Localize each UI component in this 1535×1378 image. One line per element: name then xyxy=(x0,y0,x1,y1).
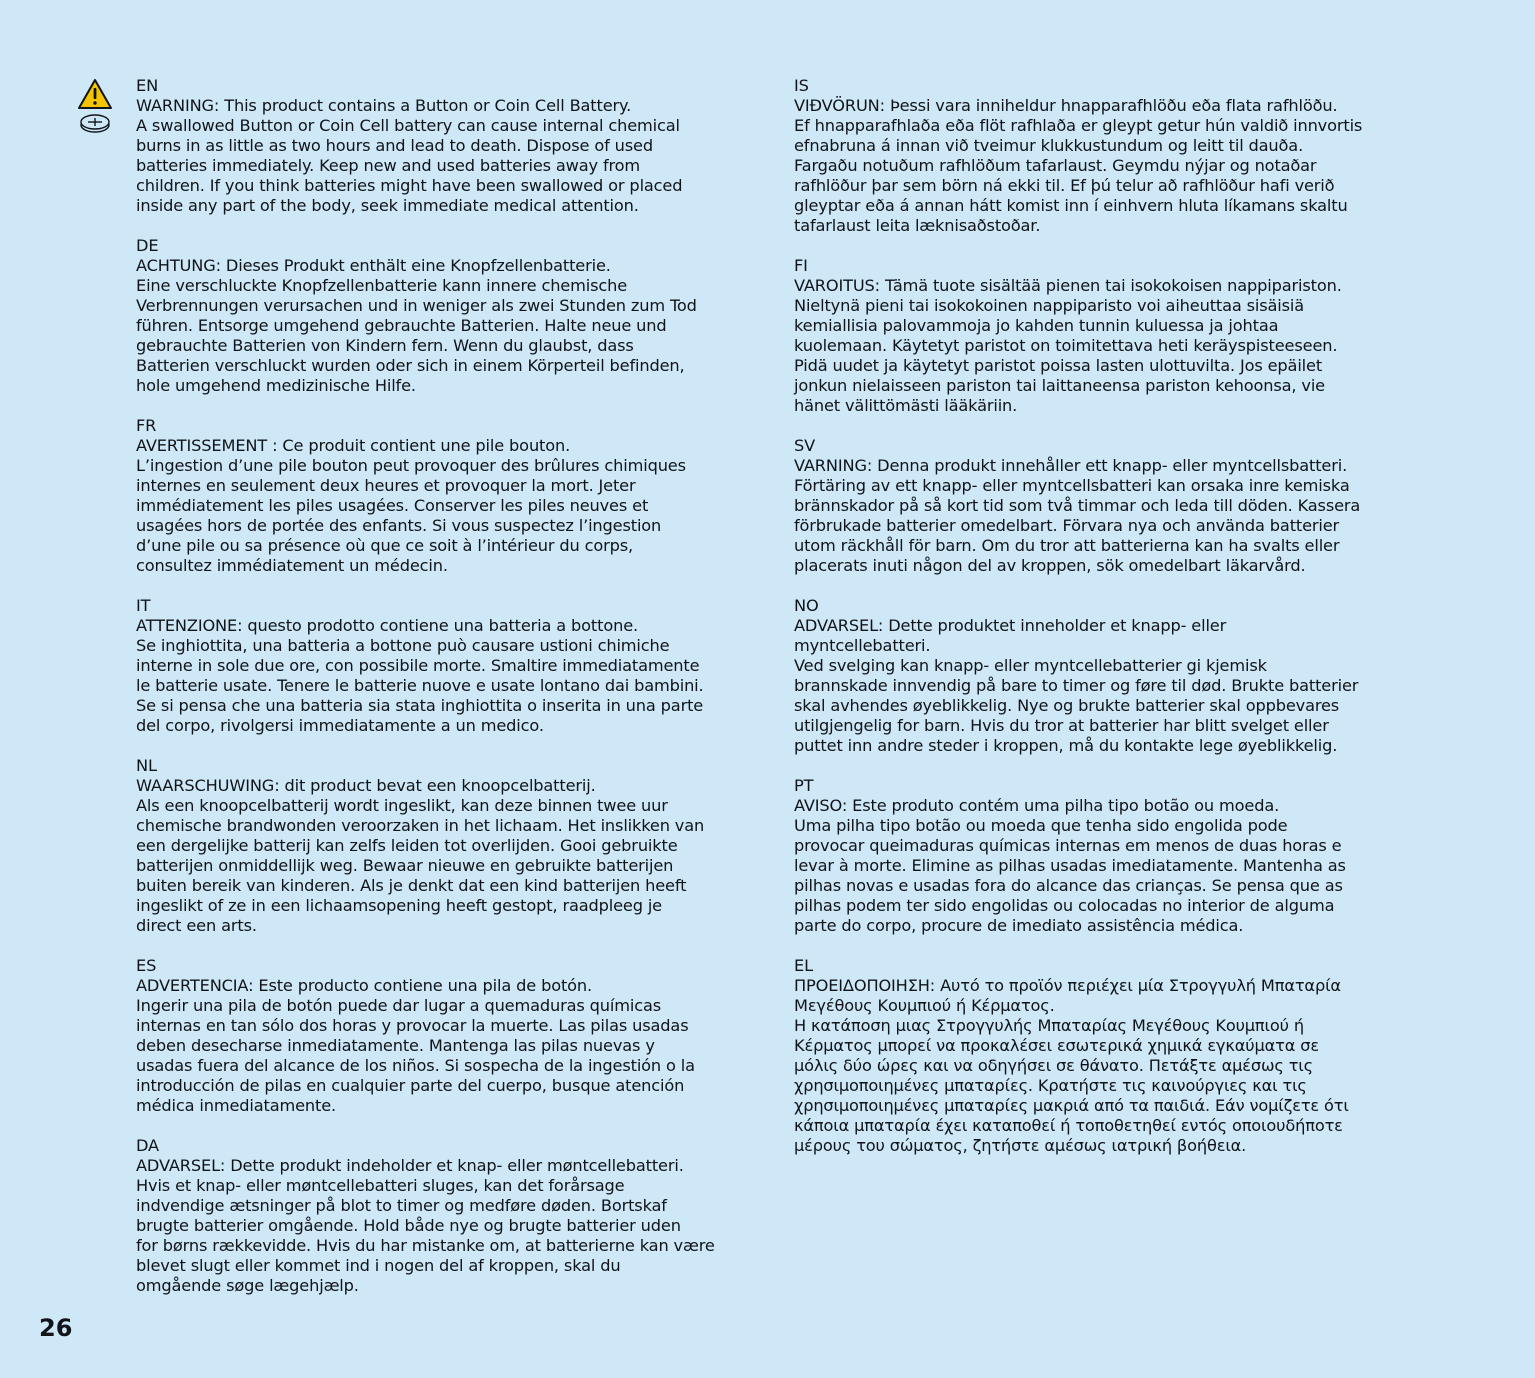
warning-section-es xyxy=(136,956,736,1116)
warning-text-line: levar à morte. Elimine as pilhas usadas imediatamente. Mantenha as xyxy=(794,856,1346,875)
warning-text-line: deben desecharse inmediatamente. Mantenga las pilas nuevas y xyxy=(136,1036,655,1055)
warning-text-line: ingeslikt of ze in een lichaamsopening heeft gestopt, raadpleeg je xyxy=(136,896,662,915)
warning-text-line: gleyptar eða á annan hátt komist inn í einhvern hluta líkamans skaltu xyxy=(794,196,1348,215)
warning-text-line: een dergelijke batterij kan zelfs leiden tot overlijden. Gooi gebruikte xyxy=(136,836,678,855)
warning-text-line: χρησιμοποιημένες μπαταρίες μακριά από τα παιδιά. Εάν νομίζετε ότι xyxy=(794,1096,1349,1115)
warning-text-line: internes en seulement deux heures et provoquer la mort. Jeter xyxy=(136,476,636,495)
warning-section-sv xyxy=(794,436,1394,576)
language-code: FR xyxy=(136,416,157,435)
warning-text-line: chemische brandwonden veroorzaken in het lichaam. Het inslikken van xyxy=(136,816,705,835)
warning-text-line: μέρους του σώματος, ζητήστε αμέσως ιατρική βοήθεια. xyxy=(794,1136,1247,1155)
warning-text-line: direct een arts. xyxy=(136,916,257,935)
page-number: 26 xyxy=(39,1314,73,1342)
warning-text-line: internas en tan sólo dos horas y provocar la muerte. Las pilas usadas xyxy=(136,1016,689,1035)
warning-text-line: kuolemaan. Käytetyt paristot on toimitettava heti keräyspisteeseen. xyxy=(794,336,1338,355)
warning-text-line: placerats inuti någon del av kroppen, sök omedelbart läkarvård. xyxy=(794,556,1306,575)
warning-text-line: puttet inn andre steder i kroppen, må du kontakte lege øyeblikkelig. xyxy=(794,736,1338,755)
warning-text-line: Fargaðu notuðum rafhlöðum tafarlaust. Geymdu nýjar og notaðar xyxy=(794,156,1317,175)
warning-section-de xyxy=(136,236,736,396)
language-code: ES xyxy=(136,956,157,975)
language-code: NO xyxy=(794,596,819,615)
warning-text-line: utom räckhåll för barn. Om du tror att batterierna kan ha svalts eller xyxy=(794,536,1340,555)
warning-text-line: hänet välittömästi lääkäriin. xyxy=(794,396,1018,415)
warning-text-line: interne in sole due ore, con possibile morte. Smaltire immediatamente xyxy=(136,656,700,675)
warning-text-line: A swallowed Button or Coin Cell battery can cause internal chemical xyxy=(136,116,680,135)
warning-text-line: Η κατάποση μιας Στρογγυλής Μπαταρίας Μεγέθους Κουμπιού ή xyxy=(794,1016,1304,1035)
warning-text-line: children. If you think batteries might have been swallowed or placed xyxy=(136,176,683,195)
warning-text-line: Ef hnapparafhlaða eða flöt rafhlaða er gleypt getur hún valdið innvortis xyxy=(794,116,1363,135)
warning-text-line: Förtäring av ett knapp- eller myntcellsbatteri kan orsaka inre kemiska xyxy=(794,476,1350,495)
warning-text-line: WAARSCHUWING: dit product bevat een knoopcelbatterij. xyxy=(136,776,596,795)
warning-text-line: Pidä uudet ja käytetyt paristot poissa lasten ulottuvilta. Jos epäilet xyxy=(794,356,1323,375)
warning-text-line: AVERTISSEMENT : Ce produit contient une pile bouton. xyxy=(136,436,571,455)
warning-text-line: parte do corpo, procure de imediato assistência médica. xyxy=(794,916,1244,935)
warning-text-line: inside any part of the body, seek immediate medical attention. xyxy=(136,196,639,215)
warning-icons xyxy=(77,78,113,134)
warning-text-line: χρησιμοποιημένες μπαταρίες. Κρατήστε τις καινούργιες και τις xyxy=(794,1076,1307,1095)
warning-text-line: jonkun nielaisseen pariston tai laittaneensa pariston kehoonsa, vie xyxy=(794,376,1325,395)
warning-text-line: κάποια μπαταρία έχει καταποθεί ή τοποθετηθεί εντός οποιουδήποτε xyxy=(794,1116,1343,1135)
warning-text-line: Verbrennungen verursachen und in weniger als zwei Stunden zum Tod xyxy=(136,296,697,315)
warning-text-line: omgående søge lægehjælp. xyxy=(136,1276,359,1295)
warning-text-line: ADVARSEL: Dette produktet inneholder et knapp- eller xyxy=(794,616,1227,635)
warning-text-line: Se inghiottita, una batteria a bottone può causare ustioni chimiche xyxy=(136,636,670,655)
language-code: IS xyxy=(794,76,809,95)
warning-text-line: skal avhendes øyeblikkelig. Nye og brukte batterier skal oppbevares xyxy=(794,696,1340,715)
coin-cell-battery-icon xyxy=(77,112,113,134)
language-code: EL xyxy=(794,956,813,975)
warning-text-line: Μεγέθους Κουμπιού ή Κέρματος. xyxy=(794,996,1055,1015)
warning-text-line: pilhas novas e usadas fora do alcance das crianças. Se pensa que as xyxy=(794,876,1343,895)
warning-text-line: provocar queimaduras químicas internas em menos de duas horas e xyxy=(794,836,1342,855)
warning-text-line: Se si pensa che una batteria sia stata inghiottita o inserita in una parte xyxy=(136,696,704,715)
warning-text-line: förbrukade batterier omedelbart. Förvara nya och använda batterier xyxy=(794,516,1340,535)
warning-text-line: brugte batterier omgående. Hold både nye og brugte batterier uden xyxy=(136,1216,681,1235)
warning-text-line: médica inmediatamente. xyxy=(136,1096,337,1115)
warning-section-da xyxy=(136,1136,736,1296)
warning-text-line: brannskade innvendig på bare to timer og føre til død. Brukte batterier xyxy=(794,676,1359,695)
language-code: IT xyxy=(136,596,151,615)
warning-section-fi xyxy=(794,256,1394,416)
warning-text-line: Ved svelging kan knapp- eller myntcellebatterier gi kjemisk xyxy=(794,656,1267,675)
warning-section-it xyxy=(136,596,736,736)
warning-text-line: myntcellebatteri. xyxy=(794,636,931,655)
warning-text-line: VARNING: Denna produkt innehåller ett knapp- eller myntcellsbatteri. xyxy=(794,456,1348,475)
warning-text-line: introducción de pilas en cualquier parte del cuerpo, busque atención xyxy=(136,1076,685,1095)
warning-text-line: WARNING: This product contains a Button or Coin Cell Battery. xyxy=(136,96,632,115)
language-code: FI xyxy=(794,256,808,275)
warning-text-line: immédiatement les piles usagées. Conserver les piles neuves et xyxy=(136,496,649,515)
language-code: PT xyxy=(794,776,814,795)
warning-text-line: Batterien verschluckt wurden oder sich in einem Körperteil befinden, xyxy=(136,356,685,375)
warning-text-line: utilgjengelig for barn. Hvis du tror at batterier har blitt svelget eller xyxy=(794,716,1329,735)
warning-text-line: for børns rækkevidde. Hvis du har mistanke om, at batterierne kan være xyxy=(136,1236,715,1255)
language-code: DA xyxy=(136,1136,159,1155)
warning-text-line: d’une pile ou sa présence où que ce soit à l’intérieur du corps, xyxy=(136,536,634,555)
warning-text-line: VIÐVÖRUN: Þessi vara inniheldur hnapparafhlöðu eða flata rafhlöðu. xyxy=(794,96,1338,115)
warning-text-line: Κέρματος μπορεί να προκαλέσει εσωτερικά χημικά εγκαύματα σε xyxy=(794,1036,1319,1055)
warning-text-line: ADVARSEL: Dette produkt indeholder et knap- eller møntcellebatteri. xyxy=(136,1156,684,1175)
warning-text-line: usagées hors de portée des enfants. Si vous suspectez l’ingestion xyxy=(136,516,662,535)
warning-text-line: AVISO: Este produto contém uma pilha tipo botão ou moeda. xyxy=(794,796,1280,815)
warning-text-line: efnabruna á innan við tveimur klukkustundum og leitt til dauða. xyxy=(794,136,1304,155)
warning-text-line: Hvis et knap- eller møntcellebatteri sluges, kan det forårsage xyxy=(136,1176,625,1195)
warning-section-no xyxy=(794,596,1394,756)
warning-text-line: burns in as little as two hours and lead to death. Dispose of used xyxy=(136,136,653,155)
warning-text-line: ADVERTENCIA: Este producto contiene una pila de botón. xyxy=(136,976,593,995)
warning-text-line: hole umgehend medizinische Hilfe. xyxy=(136,376,416,395)
warning-text-line: brännskador på så kort tid som två timmar och leda till döden. Kassera xyxy=(794,496,1361,515)
warning-text-line: ACHTUNG: Dieses Produkt enthält eine Knopfzellenbatterie. xyxy=(136,256,611,275)
warning-section-fr xyxy=(136,416,736,576)
warning-section-nl xyxy=(136,756,736,936)
warning-text-line: ATTENZIONE: questo prodotto contiene una batteria a bottone. xyxy=(136,616,638,635)
warning-text-line: batterijen onmiddellijk weg. Bewaar nieuwe en gebruikte batterijen xyxy=(136,856,674,875)
warning-text-line: pilhas podem ter sido engolidas ou colocadas no interior de alguma xyxy=(794,896,1335,915)
warning-text-line: gebrauchte Batterien von Kindern fern. Wenn du glaubst, dass xyxy=(136,336,634,355)
warning-text-line: le batterie usate. Tenere le batterie nuove e usate lontano dai bambini. xyxy=(136,676,704,695)
warning-text-line: Ingerir una pila de botón puede dar lugar a quemaduras químicas xyxy=(136,996,662,1015)
right-column xyxy=(794,76,1394,1176)
warning-text-line: tafarlaust leita læknisaðstoðar. xyxy=(794,216,1041,235)
warning-text-line: buiten bereik van kinderen. Als je denkt dat een kind batterijen heeft xyxy=(136,876,687,895)
warning-text-line: führen. Entsorge umgehend gebrauchte Batterien. Halte neue und xyxy=(136,316,667,335)
warning-text-line: usadas fuera del alcance de los niños. Si sospecha de la ingestión o la xyxy=(136,1056,695,1075)
warning-text-line: rafhlöður þar sem börn ná ekki til. Ef þú telur að rafhlöður hafi verið xyxy=(794,176,1335,195)
warning-text-line: consultez immédiatement un médecin. xyxy=(136,556,448,575)
warning-triangle-icon xyxy=(77,78,113,110)
warning-section-is xyxy=(794,76,1394,236)
warning-section-en xyxy=(136,76,736,216)
warning-text-line: blevet slugt eller kommet ind i nogen del af kroppen, skal du xyxy=(136,1256,621,1275)
warning-section-el xyxy=(794,956,1394,1156)
warning-text-line: VAROITUS: Tämä tuote sisältää pienen tai isokokoisen nappipariston. xyxy=(794,276,1342,295)
language-code: NL xyxy=(136,756,157,775)
warning-text-line: Nieltynä pieni tai isokokoinen nappiparisto voi aiheuttaa sisäisiä xyxy=(794,296,1305,315)
warning-text-line: L’ingestion d’une pile bouton peut provoquer des brûlures chimiques xyxy=(136,456,686,475)
left-column xyxy=(136,76,736,1316)
warning-text-line: kemiallisia palovammoja jo kahden tunnin kuluessa ja johtaa xyxy=(794,316,1279,335)
warning-text-line: batteries immediately. Keep new and used batteries away from xyxy=(136,156,641,175)
warning-text-line: ΠΡΟΕΙΔΟΠΟΙΗΣΗ: Αυτό το προϊόν περιέχει μία Στρογγυλή Μπαταρία xyxy=(794,976,1341,995)
warning-text-line: μόλις δύο ώρες και να οδηγήσει σε θάνατο. Πετάξτε αμέσως τις xyxy=(794,1056,1313,1075)
language-code: SV xyxy=(794,436,816,455)
warning-section-pt xyxy=(794,776,1394,936)
warning-text-line: Uma pilha tipo botão ou moeda que tenha sido engolida pode xyxy=(794,816,1288,835)
language-code: EN xyxy=(136,76,159,95)
warning-text-line: Eine verschluckte Knopfzellenbatterie kann innere chemische xyxy=(136,276,628,295)
warning-text-line: del corpo, rivolgersi immediatamente a un medico. xyxy=(136,716,544,735)
language-code: DE xyxy=(136,236,159,255)
warning-text-line: indvendige ætsninger på blot to timer og medføre døden. Bortskaf xyxy=(136,1196,667,1215)
warning-text-line: Als een knoopcelbatterij wordt ingeslikt, kan deze binnen twee uur xyxy=(136,796,668,815)
